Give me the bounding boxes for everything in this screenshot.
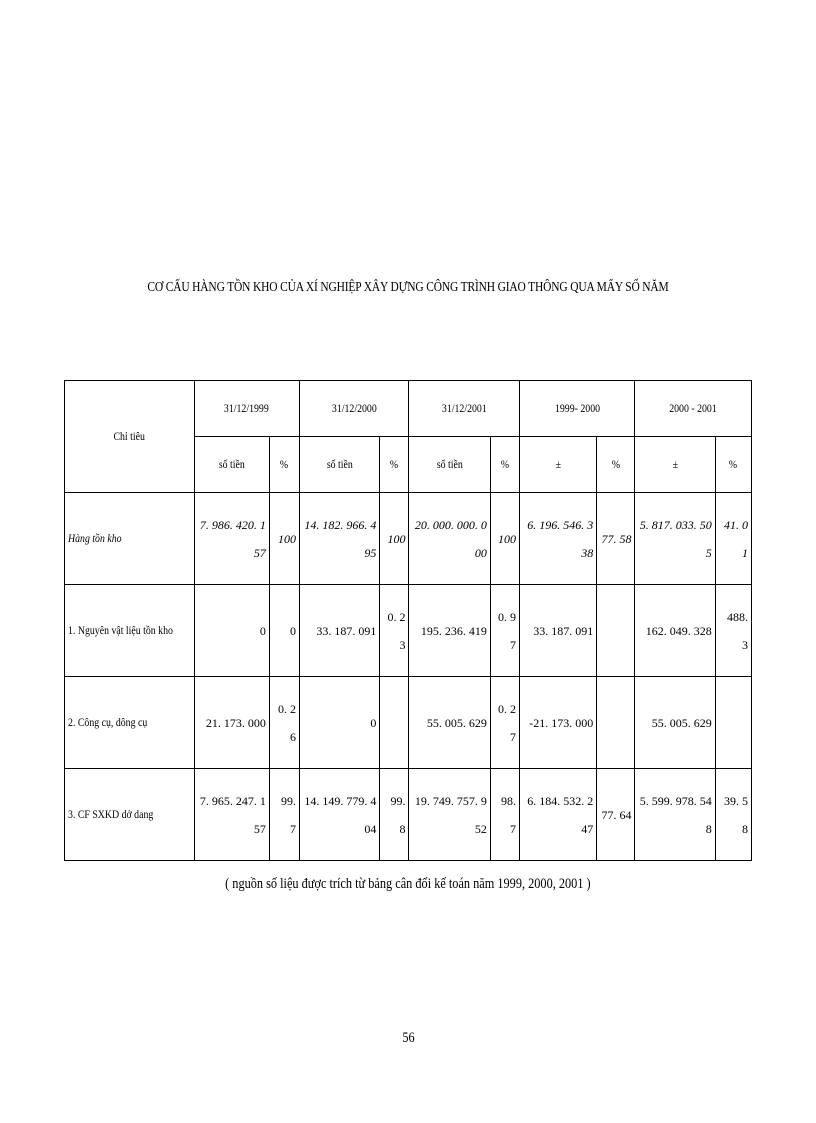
table-row bbox=[65, 677, 752, 769]
table-row bbox=[65, 585, 752, 677]
table-cell: 100 bbox=[269, 493, 299, 585]
table-cell: 0. 23 bbox=[380, 585, 409, 677]
row-label: 3. CF SXKD dở dang bbox=[65, 769, 195, 861]
table-cell: 77. 64 bbox=[597, 769, 635, 861]
table-cell: 99. 8 bbox=[380, 769, 409, 861]
table-cell: 100 bbox=[490, 493, 519, 585]
table-cell: 14. 182. 966. 495 bbox=[300, 493, 380, 585]
table-row bbox=[65, 493, 752, 585]
table-cell bbox=[715, 677, 751, 769]
header-sub: ± bbox=[635, 437, 715, 493]
table-cell: 0. 27 bbox=[490, 677, 519, 769]
page-number: 56 bbox=[401, 1030, 415, 1046]
table-cell: -21. 173. 000 bbox=[519, 677, 596, 769]
table-cell: 6. 184. 532. 247 bbox=[519, 769, 596, 861]
header-sub: số tiền bbox=[409, 437, 490, 493]
table-cell: 0 bbox=[269, 585, 299, 677]
table-cell: 100 bbox=[380, 493, 409, 585]
table-cell: 99. 7 bbox=[269, 769, 299, 861]
header-period: 31/12/2001 bbox=[409, 381, 519, 437]
table-cell: 0. 97 bbox=[490, 585, 519, 677]
table-cell: 41. 01 bbox=[715, 493, 751, 585]
table-row bbox=[65, 769, 752, 861]
table-cell: 55. 005. 629 bbox=[409, 677, 490, 769]
source-note: ( nguồn số liệu được trích từ bảng cân đối kế toán năm 1999, 2000, 2001 ) bbox=[225, 876, 591, 892]
header-sub: ± bbox=[519, 437, 596, 493]
table-cell bbox=[597, 585, 635, 677]
header-sub: số tiền bbox=[300, 437, 380, 493]
inventory-table bbox=[64, 380, 752, 861]
table-cell: 195. 236. 419 bbox=[409, 585, 490, 677]
table-cell: 98. 7 bbox=[490, 769, 519, 861]
table-cell: 33. 187. 091 bbox=[519, 585, 596, 677]
table-cell: 21. 173. 000 bbox=[194, 677, 269, 769]
table-cell: 0. 26 bbox=[269, 677, 299, 769]
table-cell: 7. 986. 420. 157 bbox=[194, 493, 269, 585]
header-period: 31/12/1999 bbox=[194, 381, 299, 437]
header-sub: % bbox=[715, 437, 751, 493]
header-period: 31/12/2000 bbox=[300, 381, 409, 437]
table-cell: 33. 187. 091 bbox=[300, 585, 380, 677]
table-cell bbox=[380, 677, 409, 769]
table-cell: 5. 599. 978. 548 bbox=[635, 769, 715, 861]
row-label: Hàng tồn kho bbox=[65, 493, 195, 585]
table-cell: 55. 005. 629 bbox=[635, 677, 715, 769]
table-cell: 5. 817. 033. 505 bbox=[635, 493, 715, 585]
header-sub: số tiền bbox=[194, 437, 269, 493]
table-cell: 6. 196. 546. 338 bbox=[519, 493, 596, 585]
row-label: 1. Nguyên vật liệu tồn kho bbox=[65, 585, 195, 677]
table-cell: 0 bbox=[194, 585, 269, 677]
table-cell: 162. 049. 328 bbox=[635, 585, 715, 677]
page-title: CƠ CẤU HÀNG TỒN KHO CỦA XÍ NGHIỆP XÂY DỰNG CÔNG TRÌNH GIAO THÔNG QUA MẤY SỐ NĂM bbox=[147, 280, 669, 295]
header-sub: % bbox=[269, 437, 299, 493]
table-cell: 39. 58 bbox=[715, 769, 751, 861]
table-cell: 14. 149. 779. 404 bbox=[300, 769, 380, 861]
table-cell: 20. 000. 000. 000 bbox=[409, 493, 490, 585]
table-cell: 0 bbox=[300, 677, 380, 769]
header-sub: % bbox=[380, 437, 409, 493]
header-indicator: Chỉ tiêu bbox=[65, 381, 195, 493]
table-cell: 77. 58 bbox=[597, 493, 635, 585]
header-sub: % bbox=[490, 437, 519, 493]
header-period: 2000 - 2001 bbox=[635, 381, 752, 437]
table-cell: 7. 965. 247. 157 bbox=[194, 769, 269, 861]
table-cell bbox=[597, 677, 635, 769]
header-sub: % bbox=[597, 437, 635, 493]
row-label: 2. Công cụ, dông cụ bbox=[65, 677, 195, 769]
header-row-periods bbox=[65, 381, 752, 437]
header-period: 1999- 2000 bbox=[519, 381, 634, 437]
table-cell: 19. 749. 757. 952 bbox=[409, 769, 490, 861]
table-cell: 488. 3 bbox=[715, 585, 751, 677]
